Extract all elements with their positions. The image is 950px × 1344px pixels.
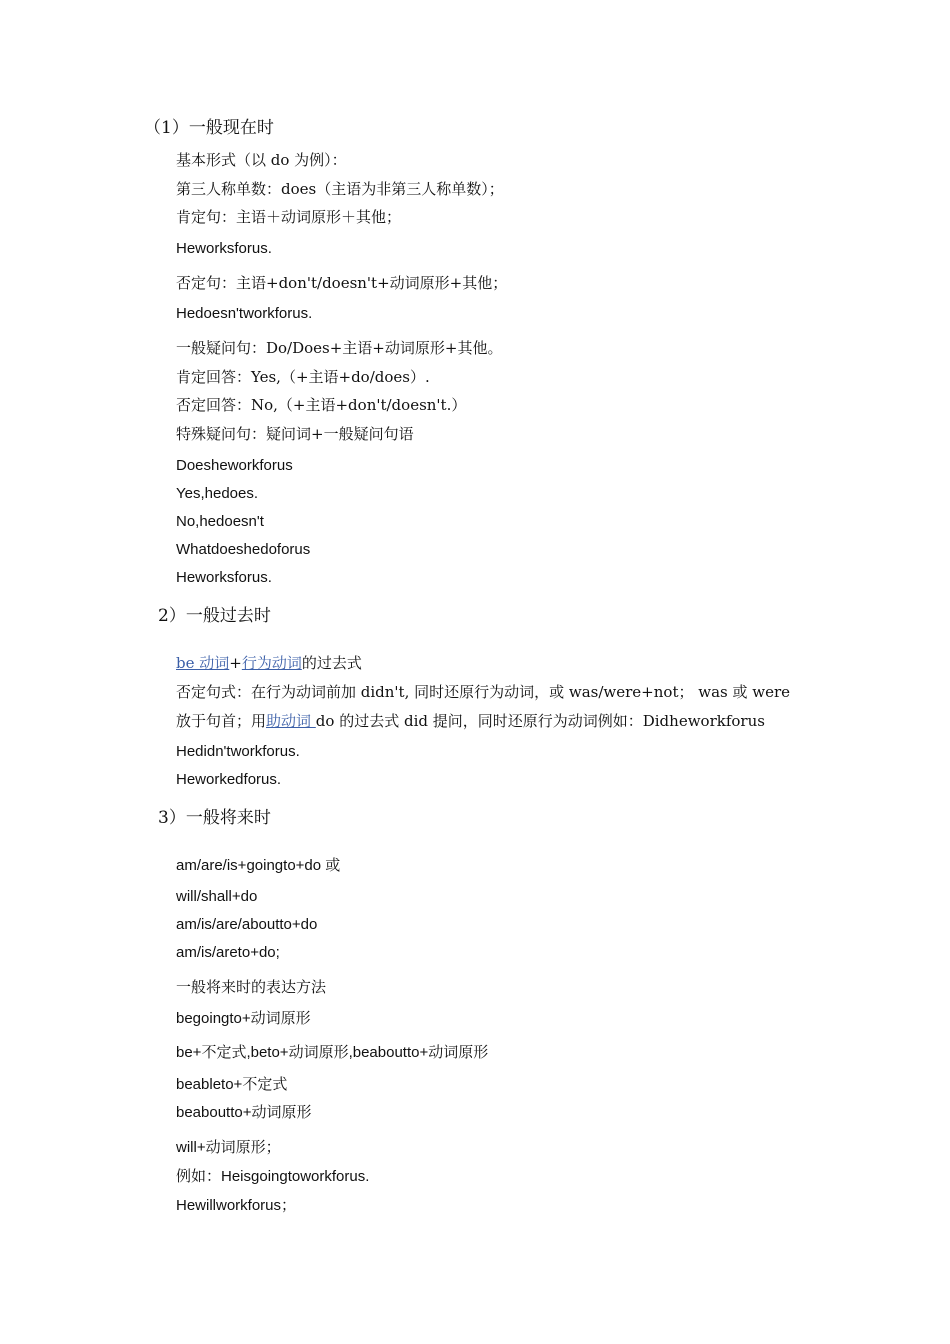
s2-example-2: Heworkedforus. [176,771,282,788]
s2-line-3-pre: 放于句首；用 [176,712,267,730]
s3-method-4: beaboutto+动词原形 [176,1104,312,1121]
s1-example-5: No,hedoesn't [176,513,264,530]
s1-special-question: 特殊疑问句：疑问词+一般疑问句语 [176,425,414,443]
s1-example-4: Yes,hedoes. [176,485,259,502]
s2-line-1 [176,653,362,673]
s3-method-5: will+动词原形； [176,1139,281,1156]
s3-method-1: begoingto+动词原形 [176,1010,311,1027]
s1-no-answer: 否定回答：No,（+主语+don't/doesn't.） [176,396,467,414]
s1-example-3: Doesheworkforus [176,457,293,474]
section-2-heading: 2）一般过去时 [158,606,271,626]
s3-method-2: be+不定式,beto+动词原形,beaboutto+动词原形 [176,1044,489,1061]
s2-line-3 [176,711,765,731]
s3-form-2: will/shall+do [176,888,258,905]
s1-example-6: Whatdoeshedoforus [176,541,311,558]
section-1-heading: （1）一般现在时 [144,118,274,138]
section-3-heading: 3）一般将来时 [158,808,271,828]
s1-basic-form: 基本形式（以 do 为例）： [176,151,347,169]
s2-line-3-post: do 的过去式 did 提问，同时还原行为动词例如：Didheworkforus [315,712,765,730]
s1-example-1: Heworksforus. [176,240,272,257]
be-verb-link[interactable]: be 动词 [176,654,230,672]
action-verb-link[interactable]: 行为动词 [241,654,302,672]
s1-third-person: 第三人称单数：does（主语为非第三人称单数）； [176,180,504,198]
s3-method-3: beableto+不定式 [176,1076,288,1093]
auxiliary-verb-link[interactable]: 助动词 [266,712,316,730]
s3-example-1: 例如：Heisgoingtoworkforus. [176,1168,370,1185]
s3-example-2: Hewillworkforus； [176,1197,297,1214]
s3-form-1: am/are/is+goingto+do 或 [176,857,341,874]
s2-negative: 否定句式：在行为动词前加 didn't, 同时还原行为动词，或 was/were+not； was 或 were [176,683,791,701]
s1-affirmative: 肯定句：主语＋动词原形＋其他； [176,208,402,226]
s1-yes-answer: 肯定回答：Yes,（+主语+do/does）. [176,368,430,386]
s1-negative: 否定句：主语+don't/doesn't+动词原形+其他； [176,274,508,292]
s3-form-4: am/is/areto+do; [176,944,280,961]
s1-question: 一般疑问句：Do/Does+主语+动词原形+其他。 [176,339,503,357]
s2-line-1-rest: 的过去式 [301,654,362,672]
s1-example-2: Hedoesn'tworkforus. [176,305,313,322]
s1-example-7: Heworksforus. [176,569,272,586]
s3-methods-title: 一般将来时的表达方法 [176,978,327,996]
s3-form-3: am/is/are/aboutto+do [176,916,318,933]
plus-sign: + [229,654,242,672]
s2-example-1: Hedidn'tworkforus. [176,743,300,760]
